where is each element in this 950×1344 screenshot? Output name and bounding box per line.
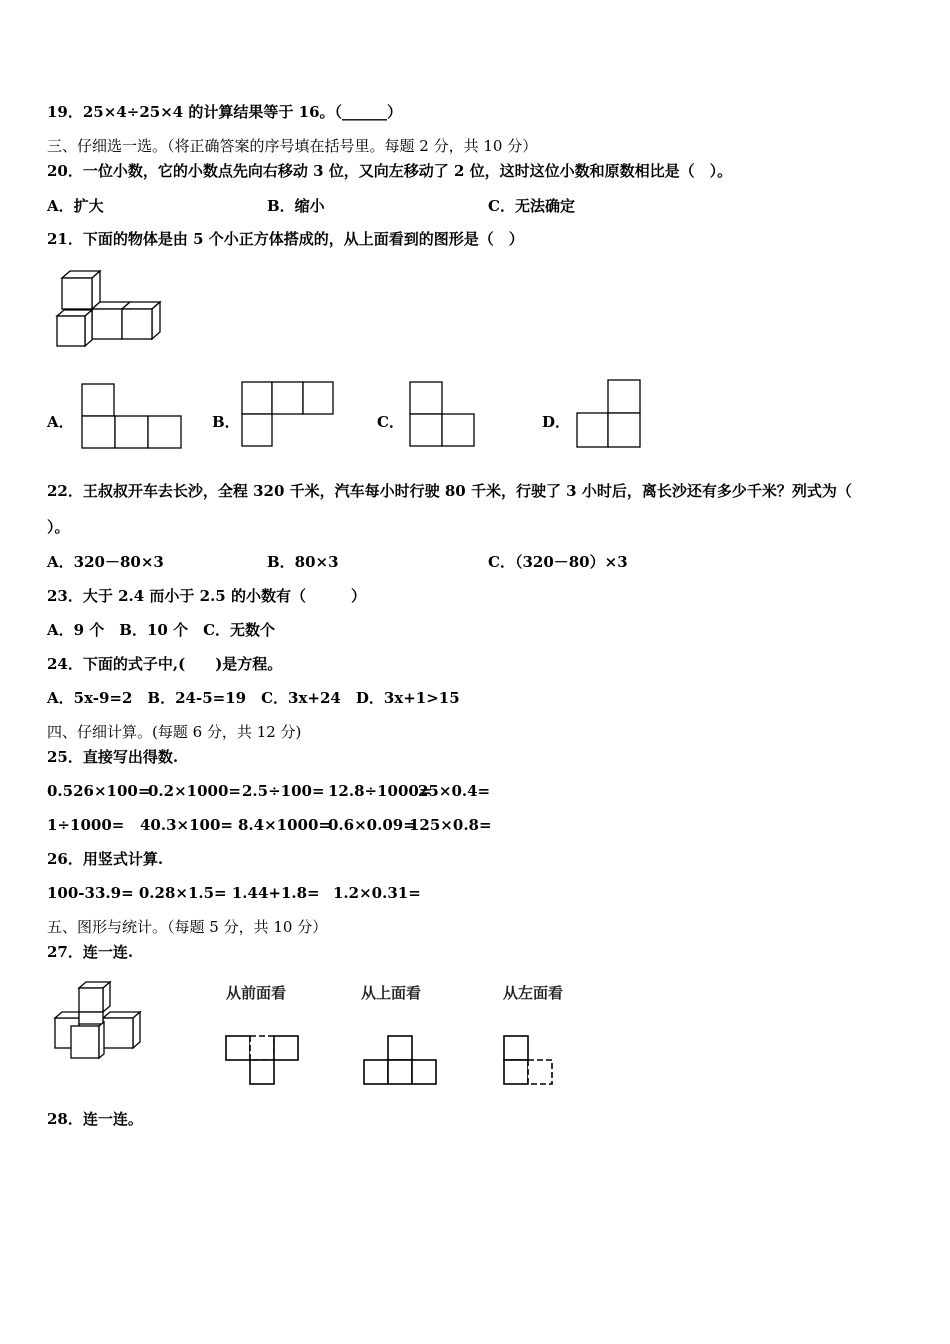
q21-label-b: B．	[212, 413, 240, 431]
question-25-stem: 25．直接写出得数.	[47, 748, 179, 766]
q21-label-c: C．	[377, 413, 404, 431]
q22-option-a: A．320－80×3	[47, 553, 164, 571]
q20-option-c: C．无法确定	[488, 197, 575, 215]
q22-option-b: B．80×3	[267, 553, 339, 571]
q21-cube-object-figure	[52, 270, 167, 352]
q27-view-top-title: 从上面看	[361, 984, 422, 1002]
q21-option-b-figure	[241, 381, 335, 447]
q23-options: A．9 个 B．10 个 C．无数个	[47, 621, 276, 639]
question-22-stem-line-1: 22．王叔叔开车去长沙，全程 320 千米，汽车每小时行驶 80 千米，行驶了 3 小时后，离长沙还有多少千米？列式为（	[47, 482, 852, 500]
q27-cube-object-figure	[50, 978, 150, 1062]
question-23-stem: 23．大于 2.4 而小于 2.5 的小数有（ ）	[47, 587, 366, 605]
question-21-stem: 21．下面的物体是由 5 个小正方体搭成的，从上面看到的图形是（ ）	[47, 230, 524, 248]
q21-option-a-figure	[81, 383, 183, 450]
q27-view-front-figure	[224, 1034, 300, 1086]
q24-options: A．5x-9=2 B．24-5=19 C．3x+24 D．3x+1>15	[47, 689, 460, 707]
q20-option-b: B．缩小	[267, 197, 325, 215]
q25-row2-item: 0.6×0.09=	[328, 816, 416, 834]
q25-row2-item: 8.4×1000=	[238, 816, 331, 834]
q25-row2-item: 40.3×100=	[140, 816, 233, 834]
q25-row1-item: 0.526×100=	[47, 782, 151, 800]
question-19: 19．25×4÷25×4 的计算结果等于 16。（______）	[47, 103, 403, 121]
q25-row1-item: 0.2×1000=	[148, 782, 241, 800]
q26-row-item: 1.2×0.31=	[333, 884, 421, 902]
q25-row1-item: 2.5÷100=	[242, 782, 325, 800]
section-4-heading: 四、仔细计算。(每题 6 分，共 12 分)	[47, 723, 302, 741]
question-20-stem: 20．一位小数，它的小数点先向右移动 3 位，又向左移动了 2 位，这时这位小数和原数相比是（ ）。	[47, 162, 733, 180]
q25-row1-item: 25×0.4=	[418, 782, 491, 800]
q25-row2-item: 1÷1000=	[47, 816, 125, 834]
q27-view-front-title: 从前面看	[226, 984, 287, 1002]
question-27-stem: 27．连一连.	[47, 943, 134, 961]
question-28-stem: 28．连一连。	[47, 1110, 143, 1128]
q27-view-left-figure	[502, 1034, 554, 1086]
section-3-heading: 三、仔细选一选。（将正确答案的序号填在括号里。每题 2 分，共 10 分）	[47, 137, 538, 155]
q25-row2-item: 125×0.8=	[409, 816, 492, 834]
section-5-heading: 五、图形与统计。（每题 5 分，共 10 分）	[47, 918, 328, 936]
q21-label-a: A．	[47, 413, 74, 431]
q20-option-a: A．扩大	[47, 197, 104, 215]
q22-option-c: C．（320－80）×3	[488, 553, 628, 571]
question-24-stem: 24．下面的式子中,( )是方程。	[47, 655, 283, 673]
q26-row-item: 100-33.9= 0.28×1.5= 1.44+1.8=	[47, 884, 320, 902]
q27-view-top-figure	[362, 1034, 438, 1086]
q21-option-c-figure	[409, 381, 476, 448]
q25-row1-item: 12.8÷1000=	[328, 782, 432, 800]
q21-option-d-figure	[576, 379, 642, 449]
q27-view-left-title: 从左面看	[503, 984, 564, 1002]
question-22-stem-line-2: ）。	[47, 518, 70, 536]
q21-label-d: D．	[542, 413, 571, 431]
question-26-stem: 26．用竖式计算.	[47, 850, 164, 868]
